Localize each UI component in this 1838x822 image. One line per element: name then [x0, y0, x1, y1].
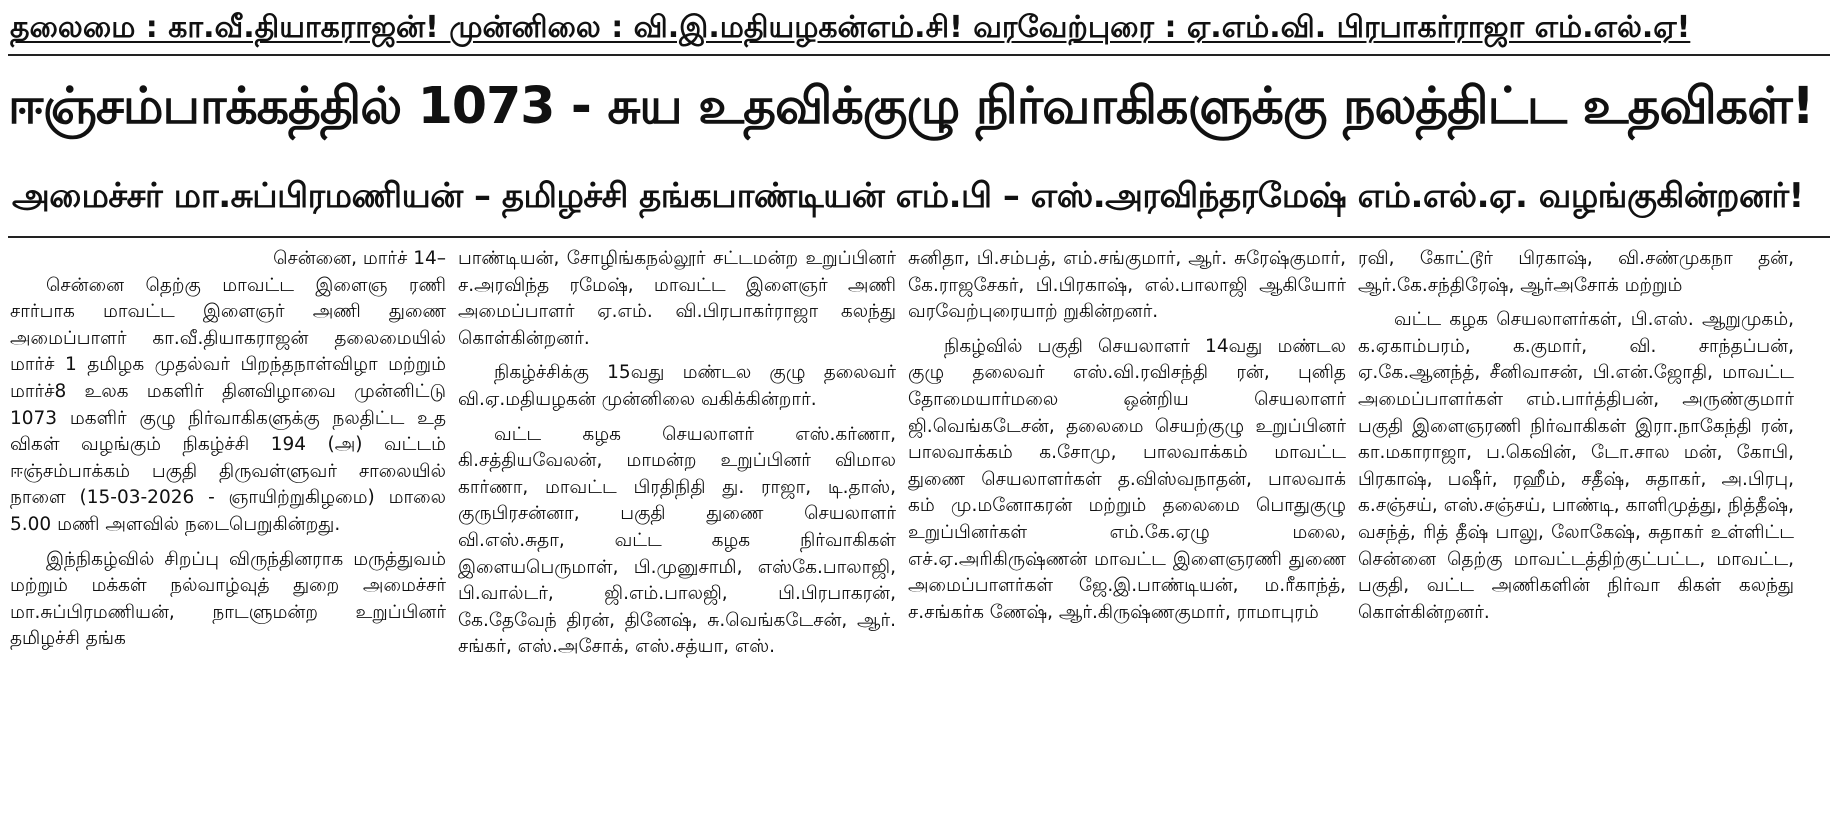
paragraph: பாண்டியன், சோழிங்கநல்லூர் சட்டமன்ற உறுப்பினர் ச.அரவிந்த ரமேஷ், மாவட்ட இளைஞர் அணி அமைப்பாளர் ஏ.எம். வி.பிரபாகர்ராஜா கலந்து கொள்கின்றனர்.: [458, 248, 896, 349]
article-column-4: [1358, 246, 1794, 822]
article-column-3: [908, 246, 1346, 822]
paragraph: சுனிதா, பி.சம்பத், எம்.சங்குமார், ஆர். சுரேஷ்குமார், கே.ராஜசேகர், பி.பிரகாஷ், எல்.பாலாஜி ஆகியோர் வரவேற்புரையாற் றுகின்றனர்.: [908, 248, 1346, 323]
headline: ஈஞ்சம்பாக்கத்தில் 1073 - சுய உதவிக்குழு நிர்வாகிகளுக்கு நலத்திட்ட உதவிகள்!: [8, 76, 1814, 135]
subheadline: அமைச்சர் மா.சுப்பிரமணியன் – தமிழச்சி தங்கபாண்டியன் எம்.பி – எஸ்.அரவிந்தரமேஷ் எம்.எல்.ஏ. வழங்குகின்றனர்!: [12, 176, 1804, 216]
paragraph: வட்ட கழக செயலாளர் எஸ்.கர்ணா, கி.சத்தியவேலன், மாமன்ற உறுப்பினர் விமால கார்ணா, மாவட்ட பிரதிநிதி து. ராஜா, டி.தாஸ், குருபிரசன்னா, பகுதி துணை செயலாளர் வி.எஸ்.சுதா, வட்ட கழக நிர்வாகிகள் இளையபெருமாள், பி.முனுசாமி, எஸ்கே.பாலாஜி, பி.வால்டர், ஜி.எம்.பாலஜி, பி.பிரபாகரன், கே.தேவேந் திரன், தினேஷ், சு.வெங்கடேசன், ஆர். சங்கர், எஸ்.அசோக், எஸ்.சத்யா, எஸ்.: [458, 423, 896, 658]
kicker-line: தலைமை : கா.வீ.தியாகராஜன்! முன்னிலை : வி.இ.மதியழகன்எம்.சி! வரவேற்புரை : ஏ.எம்.வி. பிரபாகர்ராஜா எம்.எல்.ஏ!: [10, 10, 1691, 45]
article-column-1: [10, 246, 446, 822]
paragraph: சென்னை தெற்கு மாவட்ட இளைஞ ரணி சார்பாக மாவட்ட இளைஞர் அணி துணை அமைப்பாளர் கா.வீ.தியாகராஜன் தலைமையில் மார்ச் 1 தமிழக முதல்வர் பிறந்தநாள்விழா மற்றும் மார்ச்8 உலக மகளிர் தினவிழாவை முன்னிட்டு 1073 மகளிர் குழு நிர்வாகிகளுக்கு நலதிட்ட உத விகள் வழங்கும் நிகழ்ச்சி 194 (அ) வட்டம் ஈஞ்சம்பாக்கம் பகுதி திருவள்ளுவர் சாலையில் நாளை (15-03-2026 - ஞாயிற்றுகிழமை) மாலை 5.00 மணி அளவில் நடைபெறுகின்றது.: [10, 274, 446, 535]
paragraph: வட்ட கழக செயலாளர்கள், பி.எஸ். ஆறுமுகம், க.ஏகாம்பரம், க.குமார், வி. சாந்தப்பன், ஏ.கே.ஆனந்த், சீனிவாசன், பி.என்.ஜோதி, மாவட்ட அமைப்பாளர்கள் எம்.பார்த்திபன், அருண்குமார் பகுதி இளைஞரணி நிர்வாகிகள் இரா.நாகேந்தி ரன், கா.மகாராஜா, ப.கெவின், டோ.சால மன், கோபி, பிரகாஷ், பஷீர், ரஹீம், சதீஷ், சுதாகர், அ.பிரபு, க.சஞ்சய், எஸ்.சஞ்சய், பாண்டி, காளிமுத்து, நித்தீஷ், வசந்த், ரித் தீஷ் பாலு, லோகேஷ், சுதாகர் உள்ளிட்ட சென்னை தெற்கு மாவட்டத்திற்குட்பட்ட, மாவட்ட, பகுதி, வட்ட அணிகளின் நிர்வா கிகள் கலந்து கொள்கின்றனர்.: [1358, 309, 1794, 623]
paragraph: ரவி, கோட்டூர் பிரகாஷ், வி.சண்முகநா தன், ஆர்.கே.சந்திரேஷ், ஆர்அசோக் மற்றும்: [1358, 248, 1794, 296]
paragraph: இந்நிகழ்வில் சிறப்பு விருந்தினராக மருத்துவம் மற்றும் மக்கள் நல்வாழ்வுத் துறை அமைச்சர் மா.சுப்பிரமணியன், நாடளுமன்ற உறுப்பினர் தமிழச்சி தங்க: [10, 548, 446, 650]
article-column-2: [458, 246, 896, 822]
paragraph: நிகழ்வில் பகுதி செயலாளர் 14வது மண்டல குழு தலைவர் எஸ்.வி.ரவிசந்தி ரன், புனித தோமையார்மலை ஒன்றிய செயலாளர் ஜி.வெங்கடேசன், தலைமை செயற்குழு உறுப்பினர் பாலவாக்கம் க.சோமு, பாலவாக்கம் மாவட்ட துணை செயலாளர்கள் த.விஸ்வநாதன், பாலவாக் கம் மு.மனோகரன் மற்றும் தலைமை பொதுகுழு உறுப்பினர்கள் எம்.கே.ஏழு மலை, எச்.ஏ.அரிகிருஷ்ணன் மாவட்ட இளைஞரணி துணை அமைப்பாளர்கள் ஜே.இ.பாண்டியன், ம.ரீகாந்த், ச.சங்கர்க ணேஷ், ஆர்.கிருஷ்ணகுமார், ராமாபுரம்: [908, 335, 1346, 623]
header-divider: [8, 236, 1830, 238]
paragraph: நிகழ்ச்சிக்கு 15வது மண்டல குழு தலைவர் வி.ஏ.மதியழகன் முன்னிலை வகிக்கின்றார்.: [458, 362, 896, 410]
dateline: சென்னை, மார்ச் 14–: [273, 248, 446, 269]
kicker-divider: [8, 54, 1830, 56]
article-body: [10, 240, 1828, 822]
